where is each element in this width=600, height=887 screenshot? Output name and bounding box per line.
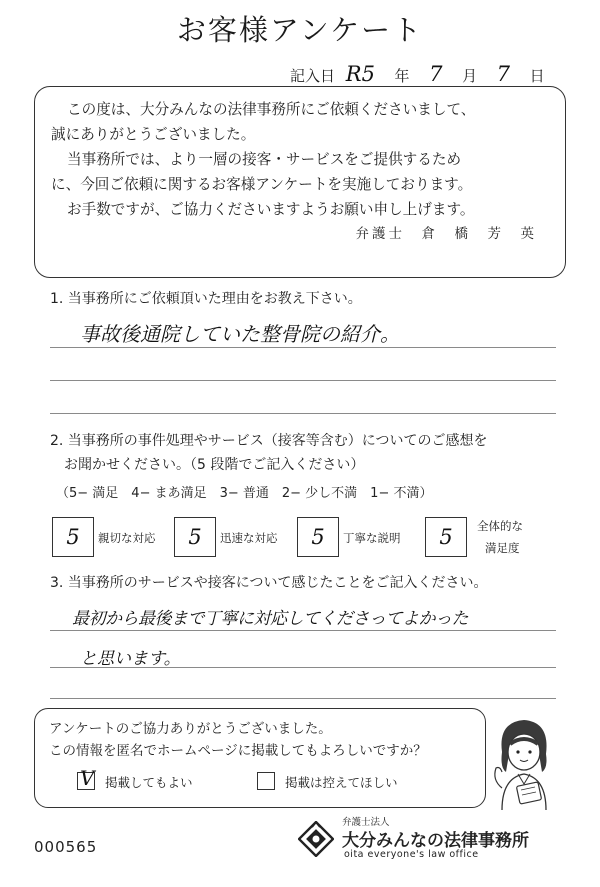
staff-illustration xyxy=(488,712,560,812)
rating-explanation-box: 5 xyxy=(297,517,339,557)
consent-yes-checkbox[interactable] xyxy=(77,766,95,790)
intro-line-3: 当事務所では、より一層の接客・サービスをご提供するため xyxy=(67,151,462,168)
date-label: 記入日 xyxy=(290,67,336,85)
rating-explanation-label: 丁寧な説明 xyxy=(343,531,401,545)
answer-1-handwritten: 事故後通院していた整骨院の紹介。 xyxy=(80,322,400,346)
answer-3-handwritten-line-2: と思います。 xyxy=(80,649,181,669)
law-office-logo-icon xyxy=(298,821,334,857)
entry-date-row xyxy=(290,62,545,86)
logo-office-name: 大分みんなの法律事務所 xyxy=(342,831,529,851)
intro-line-1: この度は、大分みんなの法律事務所にご依頼くださいまして、 xyxy=(67,101,476,118)
form-title: お客様アンケート xyxy=(176,13,424,47)
consent-no-label: 掲載は控えてほしい xyxy=(285,775,398,790)
date-year-unit: 年 xyxy=(394,67,410,85)
check-mark-icon: V xyxy=(80,766,95,790)
question-2-line-1: 2. 当事務所の事件処理やサービス（接客等含む）についてのご感想を xyxy=(50,433,488,449)
answer-rule xyxy=(50,347,556,348)
answer-rule xyxy=(50,667,556,668)
date-month-unit: 月 xyxy=(462,67,478,85)
consent-yes-label: 掲載してもよい xyxy=(105,775,193,790)
rating-overall-label-2: 満足度 xyxy=(485,541,520,555)
rating-kindness-label: 親切な対応 xyxy=(98,531,156,545)
date-day-handwritten: 7 xyxy=(496,62,511,86)
rating-kindness-box: 5 xyxy=(52,517,94,557)
answer-3-handwritten-line-1: 最初から最後まで丁寧に対応してくださってよかった xyxy=(72,609,468,629)
publication-consent-box xyxy=(34,708,486,808)
logo-english-name: oita everyone's law office xyxy=(344,849,479,860)
answer-rule xyxy=(50,380,556,381)
question-2-line-2: お聞かせください。（5 段階でご記入ください） xyxy=(64,457,365,473)
date-month-handwritten: 7 xyxy=(429,62,443,86)
date-day-unit: 日 xyxy=(529,67,545,85)
intro-message-box xyxy=(34,86,566,278)
rating-scale-legend: （5− 満足 4− まあ満足 3− 普通 2− 少し不満 1− 不満） xyxy=(56,486,433,501)
rating-speed-label: 迅速な対応 xyxy=(220,531,278,545)
consent-question: この情報を匿名でホームページに掲載してもよろしいですか？ xyxy=(49,743,427,759)
intro-line-2: 誠にありがとうございました。 xyxy=(51,126,256,143)
answer-rule xyxy=(50,413,556,414)
intro-line-4: に、今回ご依頼に関するお客様アンケートを実施しております。 xyxy=(51,176,473,193)
question-1: 1. 当事務所にご依頼頂いた理由をお教え下さい。 xyxy=(50,291,362,307)
lawyer-signature: 弁護士 倉 橋 芳 英 xyxy=(355,226,537,242)
date-era-handwritten: R5 xyxy=(345,62,375,86)
rating-overall-label-1: 全体的な xyxy=(477,519,523,533)
form-serial-number: 000565 xyxy=(34,838,98,856)
intro-line-5: お手数ですが、ご協力くださいますようお願い申し上げます。 xyxy=(67,201,475,218)
answer-rule xyxy=(50,698,556,699)
rating-speed-box: 5 xyxy=(174,517,216,557)
answer-rule xyxy=(50,630,556,631)
question-3: 3. 当事務所のサービスや接客について感じたことをご記入ください。 xyxy=(50,575,488,591)
consent-thanks: アンケートのご協力ありがとうございました。 xyxy=(49,721,332,737)
logo-corporate-type: 弁護士法人 xyxy=(342,817,390,828)
consent-no-checkbox[interactable] xyxy=(257,772,275,790)
rating-overall-box: 5 xyxy=(425,517,467,557)
